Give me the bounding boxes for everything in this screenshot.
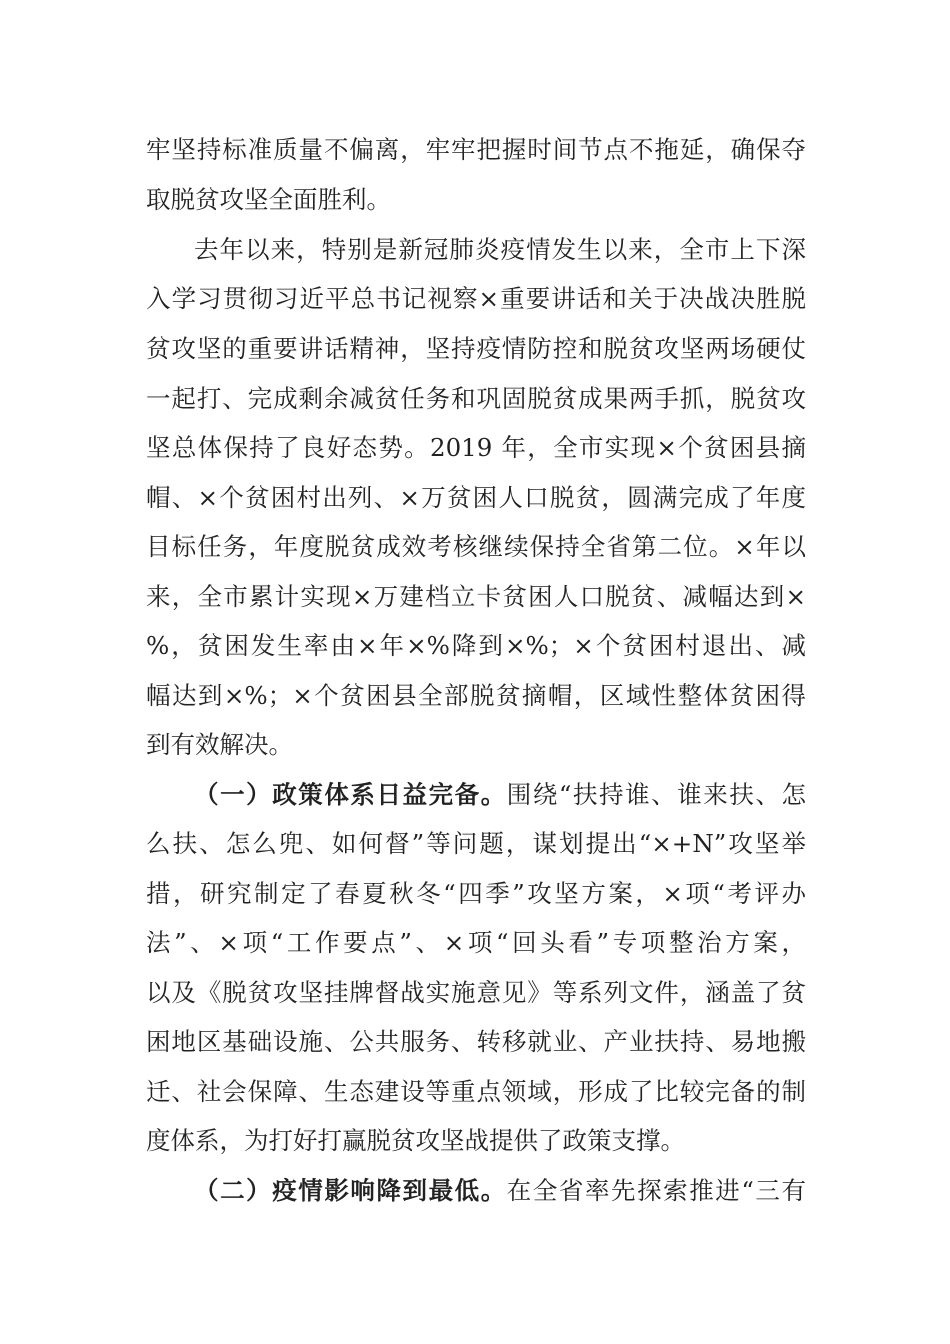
paragraph-3-line-6: 困地区基础设施、公共服务、转移就业、产业扶持、易地搬 [146, 1027, 806, 1056]
paragraph-2-line-3: 贫攻坚的重要讲话精神，坚持疫情防控和脱贫攻坚两场硬仗 [146, 334, 806, 363]
paragraph-3-line-5: 以及《脱贫攻坚挂牌督战实施意见》等系列文件，涵盖了贫 [146, 978, 806, 1007]
section-heading-2: （二）疫情影响降到最低。 [194, 1176, 507, 1205]
paragraph-1-line-1: 牢坚持标准质量不偏离，牢牢把握时间节点不拖延，确保夺 [146, 135, 806, 164]
paragraph-2-line-1: 去年以来，特别是新冠肺炎疫情发生以来，全市上下深 [194, 235, 806, 264]
section-heading-1: （一）政策体系日益完备。 [194, 780, 507, 809]
paragraph-4-line-1-text: 在全省率先探索推进“三有 [506, 1176, 806, 1205]
paragraph-3-line-8: 度体系，为打好打赢脱贫攻坚战提供了政策支撑。 [146, 1126, 685, 1155]
paragraph-3-line-3: 措，研究制定了春夏秋冬“四季”攻坚方案，×项“考评办 [146, 879, 806, 908]
paragraph-3-line-1 [194, 773, 806, 817]
paragraph-2-line-9: %，贫困发生率由×年×%降到×%；×个贫困村退出、减 [146, 631, 806, 660]
paragraph-2-line-4: 一起打、完成剩余减贫任务和巩固脱贫成果两手抓，脱贫攻 [146, 384, 806, 413]
paragraph-2-line-11: 到有效解决。 [146, 730, 293, 759]
paragraph-3-line-4: 法”、×项“工作要点”、×项“回头看”专项整治方案， [146, 928, 806, 957]
paragraph-2-line-10: 幅达到×%；×个贫困县全部脱贫摘帽，区域性整体贫困得 [146, 681, 806, 710]
paragraph-4-line-1 [194, 1169, 806, 1213]
paragraph-3-line-2: 么扶、怎么兜、如何督”等问题，谋划提出“×+N”攻坚举 [146, 829, 806, 858]
paragraph-3-line-1-text: 围绕“扶持谁、谁来扶、怎 [506, 780, 806, 809]
paragraph-2-line-7: 目标任务，年度脱贫成效考核继续保持全省第二位。×年以 [146, 532, 806, 561]
paragraph-3-line-7: 迁、社会保障、生态建设等重点领域，形成了比较完备的制 [146, 1077, 806, 1106]
paragraph-2-line-2: 入学习贯彻习近平总书记视察×重要讲话和关于决战决胜脱 [146, 284, 806, 313]
paragraph-1-line-2: 取脱贫攻坚全面胜利。 [146, 185, 391, 214]
paragraph-2-line-8: 来，全市累计实现×万建档立卡贫困人口脱贫、减幅达到× [146, 582, 806, 611]
paragraph-2-line-6: 帽、×个贫困村出列、×万贫困人口脱贫，圆满完成了年度 [146, 483, 806, 512]
paragraph-2-line-5: 坚总体保持了良好态势。2019 年，全市实现×个贫困县摘 [146, 433, 806, 462]
